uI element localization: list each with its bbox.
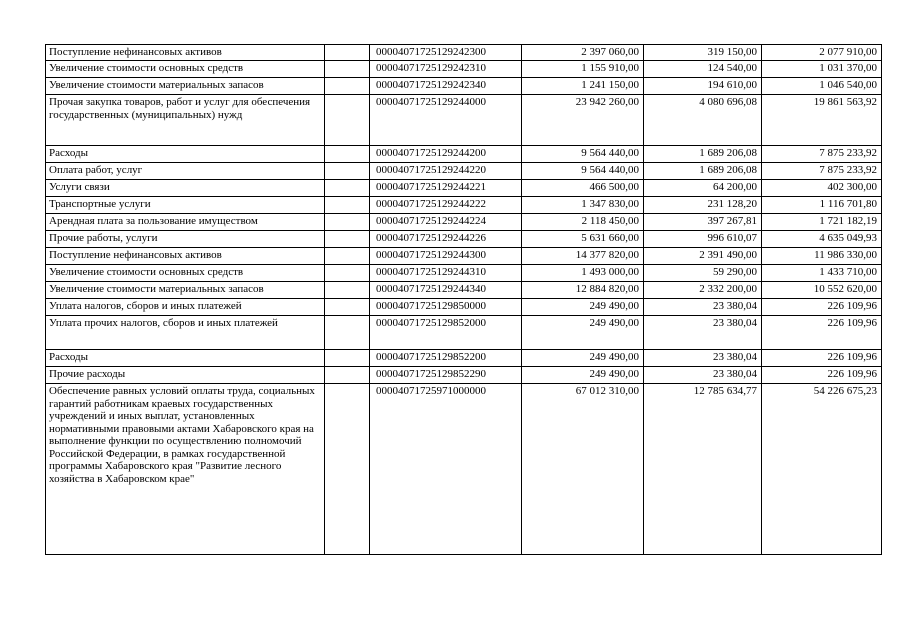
table-row [46,282,882,299]
row-code-cell: 00004071725129244200 [370,146,522,163]
table-row [46,384,882,555]
row-remaining-amount-cell: 4 635 049,93 [762,231,882,248]
row-empty-cell [325,316,370,350]
row-code-cell: 00004071725129242300 [370,45,522,61]
row-approved-amount-cell: 466 500,00 [522,180,644,197]
row-approved-amount-cell: 1 493 000,00 [522,265,644,282]
row-code-cell: 00004071725129244220 [370,163,522,180]
row-empty-cell [325,146,370,163]
row-approved-amount-cell: 249 490,00 [522,299,644,316]
row-name-cell: Расходы [46,146,325,163]
row-code-cell: 00004071725129244221 [370,180,522,197]
row-executed-amount-cell: 23 380,04 [644,316,762,350]
table-row [46,61,882,78]
row-empty-cell [325,350,370,367]
row-code-cell: 00004071725129244224 [370,214,522,231]
row-empty-cell [325,78,370,95]
row-name-cell: Арендная плата за пользование имуществом [46,214,325,231]
row-approved-amount-cell: 249 490,00 [522,350,644,367]
row-remaining-amount-cell: 1 433 710,00 [762,265,882,282]
row-remaining-amount-cell: 1 031 370,00 [762,61,882,78]
row-executed-amount-cell: 59 290,00 [644,265,762,282]
row-name-cell: Увеличение стоимости основных средств [46,265,325,282]
row-approved-amount-cell: 67 012 310,00 [522,384,644,555]
row-executed-amount-cell: 1 689 206,08 [644,163,762,180]
budget-table-page [45,44,877,555]
table-row [46,146,882,163]
table-row [46,197,882,214]
row-remaining-amount-cell: 1 116 701,80 [762,197,882,214]
row-empty-cell [325,95,370,146]
row-name-cell: Прочая закупка товаров, работ и услуг для обеспечения государственных (муниципальных) нужд [46,95,325,146]
table-row [46,231,882,248]
row-executed-amount-cell: 1 689 206,08 [644,146,762,163]
row-name-cell: Уплата налогов, сборов и иных платежей [46,299,325,316]
row-empty-cell [325,180,370,197]
table-row [46,180,882,197]
row-empty-cell [325,282,370,299]
row-name-cell: Обеспечение равных условий оплаты труда, социальных гарантий работникам краевых государственных учреждений и иных выплат, установленных нормативными правовыми актами Хабаровского края на выполнение функции по осуществлению полномочий Российской Федерации, в рамках государственной программы Хабаровского края "Развитие лесного хозяйства в Хабаровском крае" [46,384,325,555]
row-approved-amount-cell: 1 347 830,00 [522,197,644,214]
row-executed-amount-cell: 194 610,00 [644,78,762,95]
row-empty-cell [325,163,370,180]
row-name-cell: Увеличение стоимости материальных запасов [46,282,325,299]
row-executed-amount-cell: 231 128,20 [644,197,762,214]
row-approved-amount-cell: 1 241 150,00 [522,78,644,95]
row-code-cell: 00004071725971000000 [370,384,522,555]
row-remaining-amount-cell: 7 875 233,92 [762,163,882,180]
row-code-cell: 00004071725129850000 [370,299,522,316]
row-remaining-amount-cell: 226 109,96 [762,350,882,367]
row-name-cell: Услуги связи [46,180,325,197]
row-name-cell: Прочие расходы [46,367,325,384]
row-executed-amount-cell: 319 150,00 [644,45,762,61]
row-remaining-amount-cell: 11 986 330,00 [762,248,882,265]
table-row [46,265,882,282]
row-name-cell: Поступление нефинансовых активов [46,45,325,61]
row-approved-amount-cell: 1 155 910,00 [522,61,644,78]
row-code-cell: 00004071725129852290 [370,367,522,384]
row-name-cell: Транспортные услуги [46,197,325,214]
row-name-cell: Уплата прочих налогов, сборов и иных платежей [46,316,325,350]
row-approved-amount-cell: 23 942 260,00 [522,95,644,146]
row-executed-amount-cell: 2 332 200,00 [644,282,762,299]
row-code-cell: 00004071725129852000 [370,316,522,350]
row-executed-amount-cell: 124 540,00 [644,61,762,78]
row-name-cell: Прочие работы, услуги [46,231,325,248]
row-code-cell: 00004071725129244000 [370,95,522,146]
row-name-cell: Расходы [46,350,325,367]
table-row [46,95,882,146]
row-remaining-amount-cell: 10 552 620,00 [762,282,882,299]
table-row [46,367,882,384]
row-remaining-amount-cell: 19 861 563,92 [762,95,882,146]
row-remaining-amount-cell: 226 109,96 [762,367,882,384]
row-approved-amount-cell: 2 118 450,00 [522,214,644,231]
table-row [46,45,882,61]
row-remaining-amount-cell: 54 226 675,23 [762,384,882,555]
row-remaining-amount-cell: 7 875 233,92 [762,146,882,163]
row-name-cell: Поступление нефинансовых активов [46,248,325,265]
row-executed-amount-cell: 64 200,00 [644,180,762,197]
row-executed-amount-cell: 23 380,04 [644,299,762,316]
table-row [46,78,882,95]
row-approved-amount-cell: 12 884 820,00 [522,282,644,299]
row-empty-cell [325,265,370,282]
row-code-cell: 00004071725129244340 [370,282,522,299]
row-empty-cell [325,367,370,384]
table-row [46,350,882,367]
row-executed-amount-cell: 2 391 490,00 [644,248,762,265]
row-remaining-amount-cell: 226 109,96 [762,316,882,350]
row-executed-amount-cell: 4 080 696,08 [644,95,762,146]
row-name-cell: Оплата работ, услуг [46,163,325,180]
row-executed-amount-cell: 397 267,81 [644,214,762,231]
row-code-cell: 00004071725129242310 [370,61,522,78]
table-body [46,45,882,555]
row-approved-amount-cell: 249 490,00 [522,316,644,350]
table-row [46,163,882,180]
row-code-cell: 00004071725129852200 [370,350,522,367]
row-approved-amount-cell: 14 377 820,00 [522,248,644,265]
row-name-cell: Увеличение стоимости основных средств [46,61,325,78]
row-empty-cell [325,45,370,61]
row-approved-amount-cell: 9 564 440,00 [522,163,644,180]
row-remaining-amount-cell: 1 046 540,00 [762,78,882,95]
row-empty-cell [325,248,370,265]
row-empty-cell [325,231,370,248]
row-executed-amount-cell: 996 610,07 [644,231,762,248]
row-empty-cell [325,384,370,555]
row-remaining-amount-cell: 402 300,00 [762,180,882,197]
row-approved-amount-cell: 249 490,00 [522,367,644,384]
row-empty-cell [325,197,370,214]
row-code-cell: 00004071725129244226 [370,231,522,248]
row-remaining-amount-cell: 226 109,96 [762,299,882,316]
row-code-cell: 00004071725129244222 [370,197,522,214]
table-row [46,248,882,265]
row-empty-cell [325,61,370,78]
row-empty-cell [325,299,370,316]
row-approved-amount-cell: 9 564 440,00 [522,146,644,163]
budget-execution-table [45,44,882,555]
row-remaining-amount-cell: 1 721 182,19 [762,214,882,231]
row-approved-amount-cell: 2 397 060,00 [522,45,644,61]
table-row [46,316,882,350]
row-code-cell: 00004071725129244300 [370,248,522,265]
row-approved-amount-cell: 5 631 660,00 [522,231,644,248]
row-code-cell: 00004071725129244310 [370,265,522,282]
row-code-cell: 00004071725129242340 [370,78,522,95]
row-remaining-amount-cell: 2 077 910,00 [762,45,882,61]
table-row [46,299,882,316]
row-executed-amount-cell: 12 785 634,77 [644,384,762,555]
row-executed-amount-cell: 23 380,04 [644,350,762,367]
row-empty-cell [325,214,370,231]
table-row [46,214,882,231]
row-name-cell: Увеличение стоимости материальных запасов [46,78,325,95]
row-executed-amount-cell: 23 380,04 [644,367,762,384]
